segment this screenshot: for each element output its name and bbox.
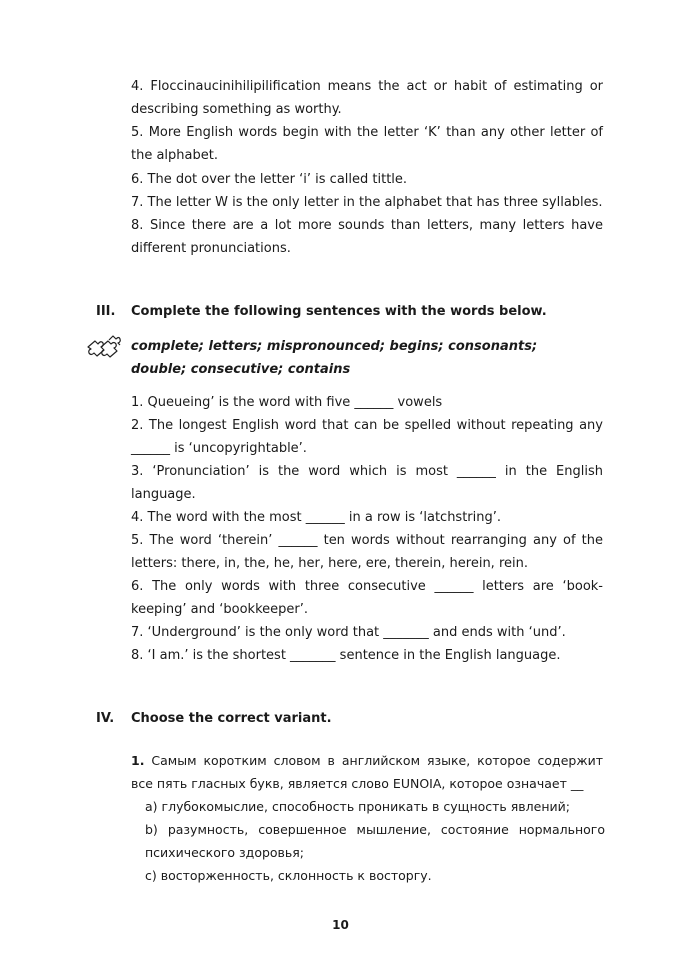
sentence-8: 8. ‘I am.’ is the shortest _______ sentence in the English language. [131, 648, 561, 663]
sentence-2: 2. The longest English word that can be spelled without repeating any ______ is ‘uncopyrightable’. [131, 418, 603, 456]
question-text: Самым коротким словом в английском языке, которое содержит все пять гласных букв, является слово EUNOIA, которое означает __ [131, 753, 603, 791]
word-bank: complete; letters; mispronounced; begins; consonants; double; consecutive; contains [131, 339, 538, 377]
sentence-6: 6. The only words with three consecutive ______ letters are ‘book-keeping’ and ‘bookkeeper’. [131, 579, 603, 617]
page-number: 10 [332, 918, 349, 932]
question-1 [131, 749, 603, 795]
section-4-title: Choose the correct variant. [131, 711, 332, 726]
section-3-title: Complete the following sentences with the words below. [131, 304, 547, 319]
sentence-1: 1. Queueing’ is the word with five ______ vowels [131, 395, 443, 410]
option-a: a) глубокомыслие, способность проникать в сущность явлений; [145, 799, 570, 814]
fact-8: 8. Since there are a lot more sounds than letters, many letters have different pronunciations. [131, 218, 603, 256]
fact-5: 5. More English words begin with the letter ‘K’ than any other letter of the alphabet. [131, 125, 603, 163]
option-c: c) восторженность, склонность к восторгу. [145, 868, 432, 883]
fact-6: 6. The dot over the letter ‘i’ is called tittle. [131, 172, 408, 187]
sentence-5: 5. The word ‘therein’ ______ ten words without rearranging any of the letters: there, in, the, he, her, here, ere, therein, herein, rein. [131, 533, 603, 571]
option-b: b) разумность, совершенное мышление, состояние нормального психического здоровья; [145, 822, 605, 860]
section-3-number: III. [96, 304, 116, 319]
sentence-4: 4. The word with the most ______ in a row is ‘latchstring’. [131, 510, 502, 525]
fact-4: 4. Floccinaucinihilipilification means the act or habit of estimating or describing something as worthy. [131, 79, 603, 117]
fact-7: 7. The letter W is the only letter in the alphabet that has three syllables. [131, 195, 603, 210]
sentence-7: 7. ‘Underground’ is the only word that _______ and ends with ‘und’. [131, 625, 566, 640]
sentence-3: 3. ‘Pronunciation’ is the word which is most ______ in the English language. [131, 464, 603, 502]
puzzle-icon [85, 333, 123, 363]
question-number: 1. [131, 753, 145, 768]
section-4-number: IV. [96, 711, 115, 726]
